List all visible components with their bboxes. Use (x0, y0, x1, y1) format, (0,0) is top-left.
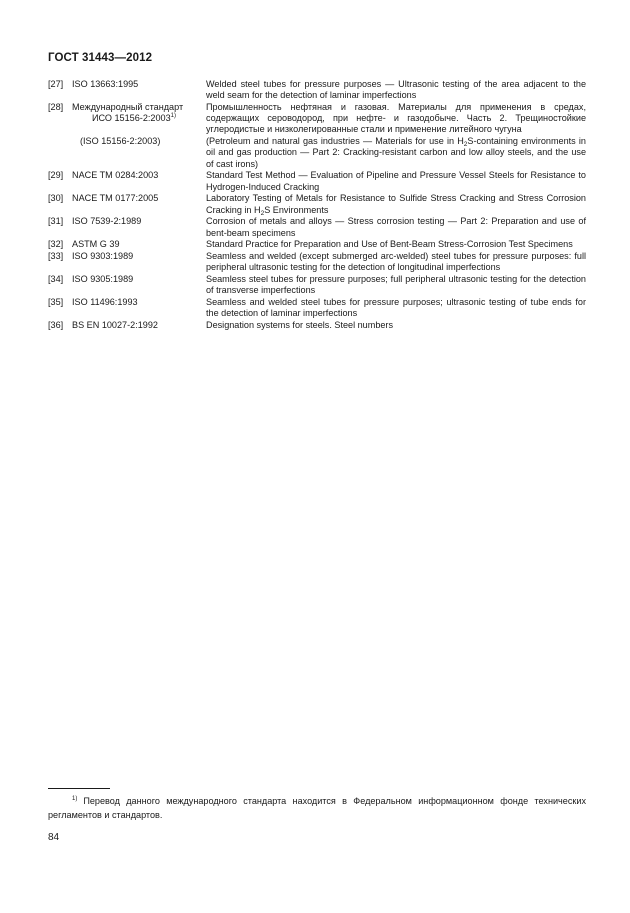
reference-title-text: Standard Test Method — Evaluation of Pipeline and Pressure Vessel Steels for Resistance to Hydrogen-Induced Cracking (206, 170, 586, 192)
reference-title (206, 239, 586, 250)
reference-code-line: ISO 9305:1989 (72, 274, 134, 285)
reference-title (206, 320, 586, 331)
reference-code (72, 239, 206, 250)
reference-code-line: BS EN 10027-2:1992 (72, 320, 158, 331)
reference-code (72, 297, 206, 319)
reference-title-text: Standard Practice for Preparation and Use of Bent-Beam Stress-Corrosion Test Specimens (206, 239, 573, 250)
reference-code-line2-text: ИСО 15156-2:2003 (92, 113, 171, 124)
reference-title (206, 102, 586, 136)
reference-number: [28] (48, 102, 64, 112)
reference-code (72, 320, 206, 331)
reference-title-text: Designation systems for steels. Steel numbers (206, 320, 394, 331)
reference-number: [29] (48, 170, 64, 181)
reference-title-text: Seamless steel tubes for pressure purposes; full peripheral ultrasonic testing for the detection of transverse imperfections (206, 274, 586, 296)
reference-number: [32] (48, 239, 64, 250)
reference-title-text: S Environments (264, 204, 329, 215)
reference-code (72, 136, 206, 170)
document-code-header: ГОСТ 31443—2012 (48, 52, 153, 64)
reference-code-line: Международный стандарт (72, 102, 184, 112)
reference-code-line: NACE TM 0284:2003 (72, 170, 159, 181)
reference-title (206, 216, 586, 238)
reference-entry (48, 297, 586, 319)
reference-title-text: Laboratory Testing of Metals for Resistance to Sulfide Stress Cracking and Stress Corrosion Cracking in H (206, 193, 586, 215)
reference-entry (48, 79, 586, 101)
reference-number: [33] (48, 251, 64, 262)
page-number: 84 (48, 832, 60, 843)
reference-code-line: NACE TM 0177:2005 (72, 193, 159, 204)
footnote (48, 795, 586, 822)
reference-title (206, 297, 586, 319)
reference-title-text: Seamless and welded (except submerged arc-welded) steel tubes for pressure purposes: full peripheral ultrasonic testing for the detection of longitudinal imperfections (206, 251, 586, 273)
reference-code-line2 (72, 113, 206, 124)
reference-code (72, 170, 206, 192)
subscript: 2 (463, 141, 468, 149)
reference-code (72, 274, 206, 296)
reference-number: [31] (48, 216, 64, 227)
reference-title-text: Промышленность нефтяная и газовая. Материалы для применения в средах, содержащих сероводород, при нефте- и газодобыче. Часть 2. Трещиностойкие углеродистые и низколегированные стали и применение литейного чугуна (206, 102, 586, 135)
footnote-divider (48, 788, 110, 789)
reference-title (206, 193, 586, 215)
bibliography-list (48, 79, 586, 332)
reference-number: [35] (48, 297, 64, 308)
footnote-text: Перевод данного международного стандарта находится в Федеральном информационном фонде технических регламентов и стандартов. (48, 796, 586, 820)
footnote-reference-mark: 1) (170, 113, 176, 120)
reference-code-line: ISO 13663:1995 (72, 79, 139, 89)
reference-title (206, 251, 586, 273)
reference-number (48, 136, 72, 170)
reference-code-line: ASTM G 39 (72, 239, 120, 250)
reference-entry (48, 320, 586, 331)
reference-entry (48, 136, 586, 170)
reference-title (206, 136, 586, 170)
reference-code (72, 102, 206, 136)
reference-title (206, 79, 586, 101)
reference-title-text: Welded steel tubes for pressure purposes — Ultrasonic testing of the area adjacent to the weld seam for the detection of laminar imperfections (206, 79, 586, 101)
reference-code-line: ISO 9303:1989 (72, 251, 134, 262)
reference-entry (48, 193, 586, 215)
reference-entry (48, 216, 586, 238)
reference-title (206, 274, 586, 296)
reference-title (206, 170, 586, 192)
reference-code (72, 79, 206, 101)
reference-entry (48, 251, 586, 273)
reference-title-text: Corrosion of metals and alloys — Stress corrosion testing — Part 2: Preparation and use of bent-beam specimens (206, 216, 586, 238)
reference-number: [30] (48, 193, 64, 204)
reference-code (72, 251, 206, 273)
reference-number: [34] (48, 274, 64, 285)
reference-entry (48, 274, 586, 296)
reference-code (72, 193, 206, 215)
reference-code-line: (ISO 15156-2:2003) (80, 136, 161, 147)
reference-number: [27] (48, 79, 64, 89)
reference-title-text: S-containing environments in oil and gas production — Part 2: Cracking-resistant carbon and low alloy steels, and the use of cast irons) (206, 136, 586, 169)
reference-entry (48, 102, 586, 136)
reference-entry (48, 170, 586, 192)
subscript: 2 (260, 209, 265, 217)
reference-title-text: Seamless and welded steel tubes for pressure purposes; ultrasonic testing of tube ends for the detection of laminar imperfections (206, 297, 586, 319)
reference-code-line: ISO 7539-2:1989 (72, 216, 142, 227)
reference-entry (48, 239, 586, 250)
reference-code-line: ISO 11496:1993 (72, 297, 138, 308)
footnote-mark: 1) (72, 796, 78, 802)
reference-number: [36] (48, 320, 64, 331)
reference-code (72, 216, 206, 238)
reference-title-text: (Petroleum and natural gas industries — Materials for use in H (206, 136, 464, 147)
